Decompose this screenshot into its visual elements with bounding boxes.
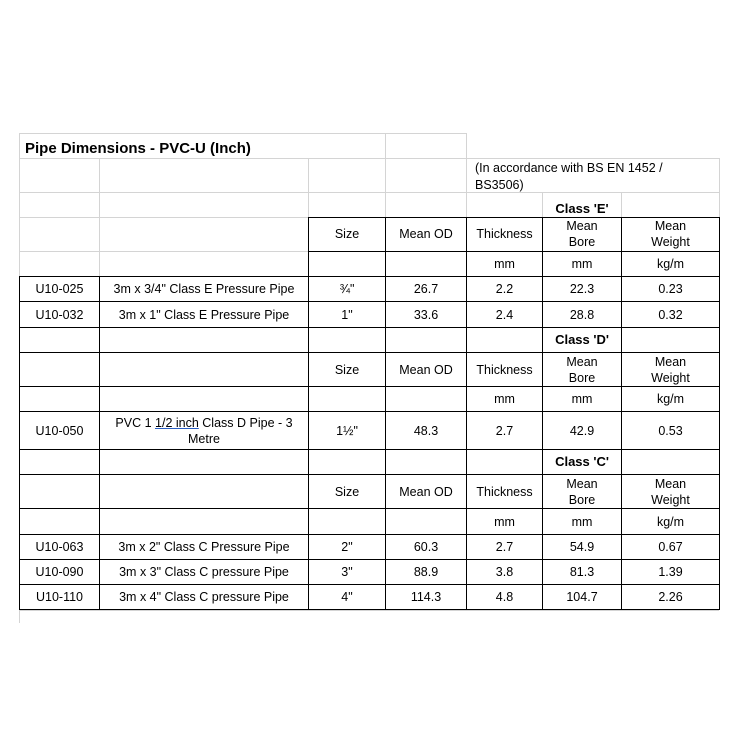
- row-thickness: 3.8: [495, 565, 514, 579]
- row-code: U10-063: [35, 540, 84, 554]
- description-suffix: Class D Pipe - 3 Metre: [188, 415, 293, 446]
- row-mean-od: 48.3: [413, 423, 439, 438]
- header-size: Size: [334, 362, 360, 377]
- unit-weight: kg/m: [656, 257, 685, 271]
- row-code: U10-090: [35, 565, 84, 579]
- row-size: 1½": [336, 423, 358, 438]
- row-thickness: 2.2: [495, 282, 514, 296]
- row-mean-weight: 0.32: [658, 307, 683, 322]
- header-mean-od: Mean OD: [399, 362, 453, 377]
- row-code: U10-110: [35, 590, 84, 604]
- row-size: ¾": [339, 282, 355, 296]
- header-thickness: Thickness: [476, 484, 533, 499]
- row-mean-od: 88.9: [413, 565, 439, 579]
- row-description: [99, 411, 309, 450]
- header-mean-od: Mean OD: [399, 227, 453, 241]
- row-mean-od: 33.6: [413, 307, 439, 322]
- row-mean-od: 26.7: [413, 282, 439, 296]
- unit-bore: mm: [571, 392, 593, 406]
- row-description: 3m x 4" Class C pressure Pipe: [119, 590, 289, 604]
- standards-note: (In accordance with BS EN 1452 / BS3506): [475, 161, 663, 192]
- row-description: 3m x 1" Class E Pressure Pipe: [118, 307, 290, 322]
- unit-bore: mm: [571, 514, 593, 529]
- row-thickness: 4.8: [495, 590, 514, 604]
- unit-weight: kg/m: [656, 392, 685, 406]
- row-thickness: 2.4: [495, 307, 514, 322]
- row-mean-weight: 1.39: [658, 565, 683, 579]
- header-size: Size: [334, 227, 360, 241]
- header-thickness: Thickness: [476, 227, 533, 241]
- header-mean-bore: Mean Bore: [566, 354, 598, 385]
- row-mean-od: 114.3: [410, 590, 442, 604]
- row-description: 3m x 2" Class C Pressure Pipe: [118, 540, 290, 554]
- row-size: 4": [341, 590, 353, 604]
- unit-thickness: mm: [494, 392, 515, 406]
- header-mean-bore: Mean Bore: [566, 476, 598, 507]
- row-mean-weight: 0.23: [658, 282, 683, 296]
- row-code: U10-032: [35, 307, 84, 322]
- row-mean-weight: 2.26: [658, 590, 683, 604]
- row-size: 3": [341, 565, 353, 579]
- row-mean-bore: 22.3: [569, 282, 595, 296]
- unit-bore: mm: [571, 257, 593, 271]
- header-mean-weight: Mean Weight: [651, 476, 690, 507]
- header-mean-bore: Mean Bore: [566, 219, 598, 249]
- unit-thickness: mm: [494, 257, 515, 271]
- header-mean-weight: Mean Weight: [651, 354, 690, 385]
- description-link[interactable]: 1/2 inch: [155, 415, 199, 430]
- row-mean-bore: 81.3: [569, 565, 595, 579]
- class-d-heading: Class 'D': [555, 332, 609, 347]
- row-mean-bore: 42.9: [569, 423, 595, 438]
- row-mean-bore: 54.9: [569, 540, 595, 554]
- header-thickness: Thickness: [476, 362, 533, 377]
- row-thickness: 2.7: [495, 423, 514, 438]
- header-mean-weight: Mean Weight: [651, 219, 690, 249]
- header-size: Size: [334, 484, 360, 499]
- row-code: U10-025: [35, 282, 84, 296]
- row-mean-bore: 104.7: [566, 590, 598, 604]
- row-code: U10-050: [35, 423, 84, 438]
- row-description: 3m x 3" Class C pressure Pipe: [119, 565, 289, 579]
- row-mean-od: 60.3: [413, 540, 439, 554]
- row-mean-weight: 0.67: [658, 540, 683, 554]
- header-mean-od: Mean OD: [399, 484, 453, 499]
- row-description: 3m x 3/4" Class E Pressure Pipe: [113, 282, 295, 296]
- row-mean-bore: 28.8: [569, 307, 595, 322]
- page-title: Pipe Dimensions - PVC-U (Inch): [25, 140, 251, 157]
- class-e-heading: Class 'E': [555, 201, 609, 216]
- row-size: 2": [341, 540, 353, 554]
- unit-weight: kg/m: [656, 514, 685, 529]
- description-prefix: PVC 1: [115, 415, 156, 430]
- row-size: 1": [341, 307, 353, 322]
- class-c-heading: Class 'C': [555, 454, 609, 469]
- row-mean-weight: 0.53: [658, 423, 683, 438]
- unit-thickness: mm: [494, 514, 515, 529]
- row-thickness: 2.7: [495, 540, 514, 554]
